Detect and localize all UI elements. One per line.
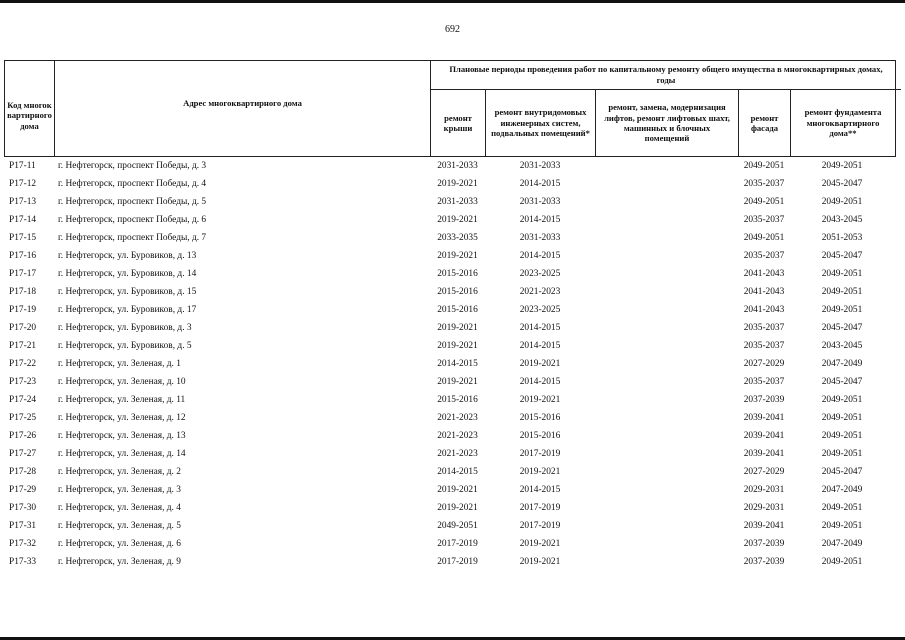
cell-address: г. Нефтегорск, ул. Буровиков, д. 13 <box>58 251 197 261</box>
cell-address: г. Нефтегорск, ул. Зеленая, д. 3 <box>58 485 181 495</box>
cell-roof: 2019-2021 <box>437 485 478 495</box>
cell-code: Р17-16 <box>9 251 37 261</box>
cell-facade: 2035-2037 <box>743 215 785 225</box>
table-row <box>4 319 896 337</box>
cell-facade: 2035-2037 <box>743 377 785 387</box>
cell-foundation: 2049-2051 <box>821 413 863 423</box>
cell-foundation: 2051-2053 <box>821 233 863 243</box>
table-row <box>4 427 896 445</box>
cell-foundation: 2049-2051 <box>821 395 863 405</box>
cell-facade: 2035-2037 <box>743 323 785 333</box>
cell-address: г. Нефтегорск, ул. Буровиков, д. 17 <box>58 305 197 315</box>
table-row <box>4 499 896 517</box>
cell-internal: 2031-2033 <box>519 233 561 243</box>
cell-roof: 2021-2023 <box>437 413 478 423</box>
cell-foundation: 2045-2047 <box>821 323 863 333</box>
cell-facade: 2027-2029 <box>743 359 785 369</box>
cell-facade: 2041-2043 <box>743 305 785 315</box>
cell-roof: 2019-2021 <box>437 323 478 333</box>
cell-foundation: 2049-2051 <box>821 557 863 567</box>
table-row <box>4 301 896 319</box>
cell-facade: 2029-2031 <box>743 485 785 495</box>
cell-address: г. Нефтегорск, проспект Победы, д. 5 <box>58 197 207 207</box>
cell-facade: 2049-2051 <box>743 233 785 243</box>
cell-code: Р17-31 <box>9 521 37 531</box>
table-row <box>4 211 896 229</box>
table-row <box>4 193 896 211</box>
cell-internal: 2014-2015 <box>519 323 561 333</box>
cell-internal: 2014-2015 <box>519 251 561 261</box>
cell-facade: 2035-2037 <box>743 251 785 261</box>
table-row <box>4 337 896 355</box>
cell-internal: 2017-2019 <box>519 503 561 513</box>
cell-code: Р17-17 <box>9 269 37 279</box>
cell-foundation: 2045-2047 <box>821 251 863 261</box>
cell-foundation: 2049-2051 <box>821 287 863 297</box>
cell-address: г. Нефтегорск, ул. Зеленая, д. 4 <box>58 503 181 513</box>
cell-code: Р17-26 <box>9 431 37 441</box>
header-foundation: ремонт фундамента многоквартирного дома** <box>804 107 882 139</box>
table-row <box>4 445 896 463</box>
table-body <box>4 157 896 571</box>
cell-facade: 2029-2031 <box>743 503 785 513</box>
cell-internal: 2015-2016 <box>519 431 561 441</box>
cell-code: Р17-11 <box>9 161 36 171</box>
cell-internal: 2019-2021 <box>519 359 561 369</box>
cell-code: Р17-12 <box>9 179 37 189</box>
header-address: Адрес многоквартирного дома <box>55 61 431 156</box>
cell-roof: 2015-2016 <box>437 287 478 297</box>
cell-foundation: 2045-2047 <box>821 179 863 189</box>
cell-address: г. Нефтегорск, ул. Зеленая, д. 11 <box>58 395 186 405</box>
cell-foundation: 2049-2051 <box>821 503 863 513</box>
cell-roof: 2019-2021 <box>437 377 478 387</box>
cell-facade: 2041-2043 <box>743 287 785 297</box>
table-row <box>4 517 896 535</box>
top-border-line <box>0 0 905 3</box>
cell-roof: 2031-2033 <box>437 197 478 207</box>
cell-internal: 2017-2019 <box>519 449 561 459</box>
cell-address: г. Нефтегорск, ул. Зеленая, д. 5 <box>58 521 181 531</box>
cell-address: г. Нефтегорск, проспект Победы, д. 7 <box>58 233 207 243</box>
cell-facade: 2037-2039 <box>743 395 785 405</box>
table-row <box>4 355 896 373</box>
table-row <box>4 157 896 175</box>
cell-code: Р17-23 <box>9 377 37 387</box>
header-code: Код многоквартирного дома <box>5 61 55 156</box>
cell-address: г. Нефтегорск, ул. Зеленая, д. 14 <box>58 449 186 459</box>
table-row <box>4 229 896 247</box>
cell-roof: 2019-2021 <box>437 251 478 261</box>
cell-code: Р17-29 <box>9 485 37 495</box>
cell-address: г. Нефтегорск, ул. Буровиков, д. 5 <box>58 341 192 351</box>
page-number: 692 <box>445 24 460 35</box>
cell-roof: 2014-2015 <box>437 359 478 369</box>
header-internal-systems: ремонт внутридомовых инженерных систем, подвальных помещений* <box>486 90 596 156</box>
cell-address: г. Нефтегорск, ул. Зеленая, д. 12 <box>58 413 186 423</box>
cell-roof: 2015-2016 <box>437 305 478 315</box>
table-row <box>4 481 896 499</box>
cell-foundation: 2047-2049 <box>821 485 863 495</box>
cell-facade: 2049-2051 <box>743 197 785 207</box>
cell-foundation: 2049-2051 <box>821 521 863 531</box>
cell-internal: 2031-2033 <box>519 197 561 207</box>
cell-foundation: 2043-2045 <box>821 215 863 225</box>
cell-internal: 2019-2021 <box>519 467 561 477</box>
table-row <box>4 175 896 193</box>
table-row <box>4 391 896 409</box>
cell-roof: 2017-2019 <box>437 539 478 549</box>
cell-roof: 2019-2021 <box>437 503 478 513</box>
table-row <box>4 373 896 391</box>
cell-internal: 2019-2021 <box>519 539 561 549</box>
cell-foundation: 2049-2051 <box>821 431 863 441</box>
cell-roof: 2015-2016 <box>437 395 478 405</box>
cell-address: г. Нефтегорск, ул. Зеленая, д. 9 <box>58 557 181 567</box>
cell-facade: 2041-2043 <box>743 269 785 279</box>
cell-code: Р17-15 <box>9 233 37 243</box>
cell-code: Р17-14 <box>9 215 37 225</box>
cell-code: Р17-30 <box>9 503 37 513</box>
cell-facade: 2049-2051 <box>743 161 785 171</box>
header-roof: ремонт крыши <box>431 90 486 156</box>
header-facade: ремонт фасада <box>739 90 791 156</box>
cell-foundation: 2049-2051 <box>821 161 863 171</box>
cell-internal: 2014-2015 <box>519 377 561 387</box>
cell-foundation: 2047-2049 <box>821 539 863 549</box>
cell-address: г. Нефтегорск, ул. Зеленая, д. 10 <box>58 377 186 387</box>
table-row <box>4 409 896 427</box>
cell-address: г. Нефтегорск, ул. Буровиков, д. 3 <box>58 323 192 333</box>
cell-facade: 2035-2037 <box>743 341 785 351</box>
cell-roof: 2031-2033 <box>437 161 478 171</box>
cell-code: Р17-28 <box>9 467 37 477</box>
cell-address: г. Нефтегорск, ул. Буровиков, д. 14 <box>58 269 197 279</box>
cell-internal: 2023-2025 <box>519 269 561 279</box>
cell-facade: 2039-2041 <box>743 449 785 459</box>
cell-facade: 2039-2041 <box>743 521 785 531</box>
cell-facade: 2037-2039 <box>743 557 785 567</box>
cell-code: Р17-24 <box>9 395 37 405</box>
cell-code: Р17-13 <box>9 197 37 207</box>
cell-internal: 2014-2015 <box>519 179 561 189</box>
cell-foundation: 2045-2047 <box>821 467 863 477</box>
cell-address: г. Нефтегорск, ул. Зеленая, д. 2 <box>58 467 181 477</box>
table-row <box>4 265 896 283</box>
cell-internal: 2019-2021 <box>519 557 561 567</box>
table-row <box>4 553 896 571</box>
table-row <box>4 247 896 265</box>
cell-code: Р17-22 <box>9 359 37 369</box>
table-header <box>4 60 896 157</box>
cell-internal: 2031-2033 <box>519 161 561 171</box>
cell-code: Р17-25 <box>9 413 37 423</box>
cell-roof: 2017-2019 <box>437 557 478 567</box>
table-row <box>4 535 896 553</box>
cell-facade: 2037-2039 <box>743 539 785 549</box>
cell-address: г. Нефтегорск, проспект Победы, д. 6 <box>58 215 207 225</box>
header-elevators: ремонт, замена, модернизация лифтов, ремонт лифтовых шахт, машинных и блочных помещений <box>596 90 739 156</box>
cell-code: Р17-32 <box>9 539 37 549</box>
cell-foundation: 2049-2051 <box>821 269 863 279</box>
cell-address: г. Нефтегорск, проспект Победы, д. 3 <box>58 161 207 171</box>
header-periods-group: Плановые периоды проведения работ по капитальному ремонту общего имущества в многоквартирных домах, годы <box>431 61 901 90</box>
cell-roof: 2019-2021 <box>437 341 478 351</box>
cell-facade: 2035-2037 <box>743 179 785 189</box>
cell-code: Р17-33 <box>9 557 37 567</box>
cell-internal: 2017-2019 <box>519 521 561 531</box>
cell-internal: 2019-2021 <box>519 395 561 405</box>
table-row <box>4 463 896 481</box>
cell-facade: 2039-2041 <box>743 413 785 423</box>
cell-internal: 2014-2015 <box>519 485 561 495</box>
cell-roof: 2033-2035 <box>437 233 478 243</box>
cell-roof: 2049-2051 <box>437 521 478 531</box>
cell-foundation: 2047-2049 <box>821 359 863 369</box>
cell-address: г. Нефтегорск, ул. Зеленая, д. 6 <box>58 539 181 549</box>
cell-address: г. Нефтегорск, ул. Зеленая, д. 13 <box>58 431 186 441</box>
cell-foundation: 2049-2051 <box>821 305 863 315</box>
cell-internal: 2014-2015 <box>519 341 561 351</box>
cell-foundation: 2043-2045 <box>821 341 863 351</box>
cell-roof: 2021-2023 <box>437 449 478 459</box>
cell-internal: 2023-2025 <box>519 305 561 315</box>
cell-internal: 2015-2016 <box>519 413 561 423</box>
cell-code: Р17-19 <box>9 305 37 315</box>
cell-address: г. Нефтегорск, ул. Зеленая, д. 1 <box>58 359 181 369</box>
cell-code: Р17-21 <box>9 341 37 351</box>
cell-roof: 2014-2015 <box>437 467 478 477</box>
cell-facade: 2027-2029 <box>743 467 785 477</box>
cell-foundation: 2049-2051 <box>821 449 863 459</box>
cell-internal: 2021-2023 <box>519 287 561 297</box>
cell-foundation: 2049-2051 <box>821 197 863 207</box>
cell-code: Р17-20 <box>9 323 37 333</box>
cell-address: г. Нефтегорск, проспект Победы, д. 4 <box>58 179 207 189</box>
cell-roof: 2019-2021 <box>437 215 478 225</box>
cell-roof: 2019-2021 <box>437 179 478 189</box>
cell-facade: 2039-2041 <box>743 431 785 441</box>
table-row <box>4 283 896 301</box>
cell-internal: 2014-2015 <box>519 215 561 225</box>
cell-foundation: 2045-2047 <box>821 377 863 387</box>
cell-roof: 2021-2023 <box>437 431 478 441</box>
cell-code: Р17-27 <box>9 449 37 459</box>
cell-roof: 2015-2016 <box>437 269 478 279</box>
cell-address: г. Нефтегорск, ул. Буровиков, д. 15 <box>58 287 197 297</box>
cell-code: Р17-18 <box>9 287 37 297</box>
